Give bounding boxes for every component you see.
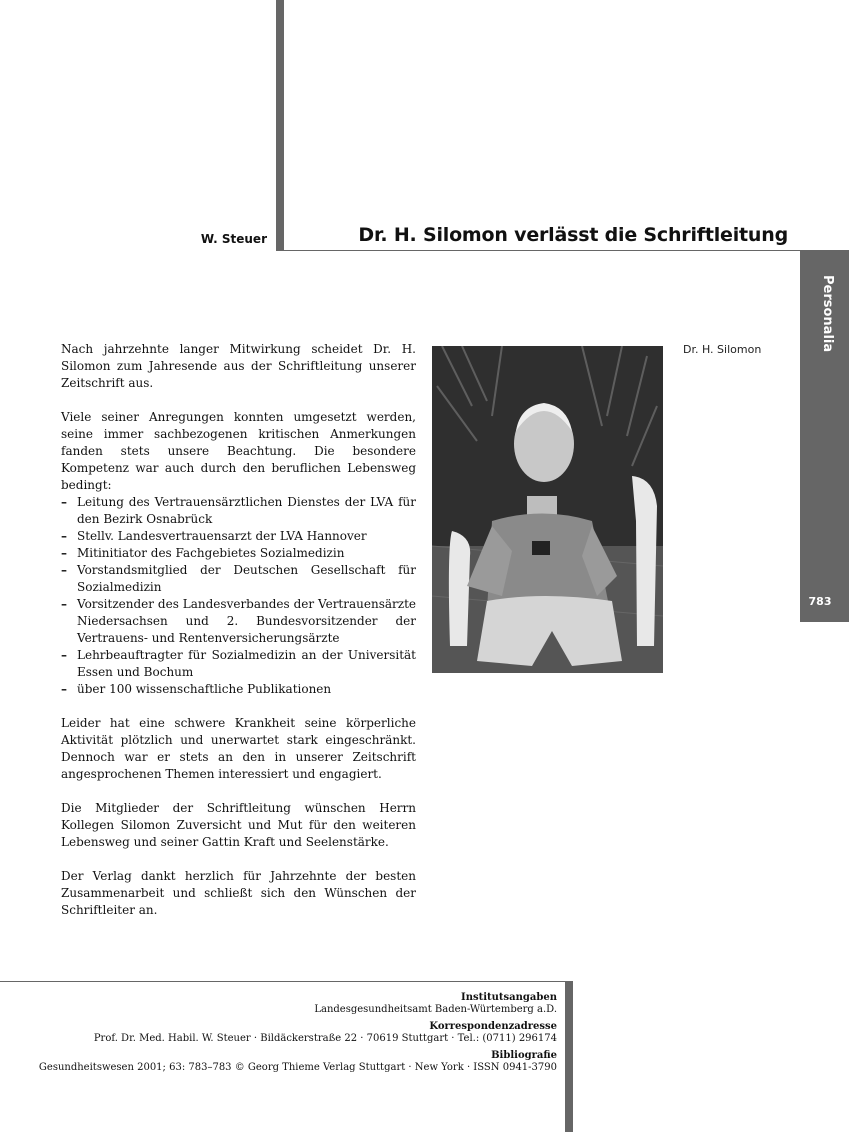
list-item-text: Mitinitiator des Fachgebietes Sozialmedizin [77, 546, 345, 560]
list-bullet: – [61, 495, 67, 509]
article-body [61, 341, 416, 936]
institute-heading: Institutsangaben [461, 992, 557, 1003]
article-title: Dr. H. Silomon verlässt die Schriftleitung [358, 224, 788, 246]
paragraph: Viele seiner Anregungen konnten umgesetzt werden, seine immer sachbezogenen kritischen Anmerkungen fanden stets unsere Beachtung. Die besondere Kompetenz war auch durch den beruflichen Lebensweg bedingt: [61, 410, 416, 492]
bibliography-text: Gesundheitswesen 2001; 63: 783–783 © Georg Thieme Verlag Stuttgart · New York · ISSN 0941-3790 [38, 1062, 557, 1073]
article-author: W. Steuer [200, 232, 267, 246]
correspondence-text: Prof. Dr. Med. Habil. W. Steuer · Bildäckerstraße 22 · 70619 Stuttgart · Tel.: (0711) 296174 [93, 1033, 557, 1044]
correspondence-block [37, 1021, 557, 1045]
list-item-text: Stellv. Landesvertrauensarzt der LVA Hannover [77, 529, 367, 543]
institute-text: Landesgesundheitsamt Baden-Würtemberg a.D. [314, 1004, 557, 1015]
list-item [61, 545, 416, 562]
section-label: Personalia [820, 275, 835, 353]
page-number: 783 [808, 595, 832, 608]
footer-rule [0, 981, 566, 982]
career-list [61, 494, 416, 698]
list-item [61, 681, 416, 698]
paragraph: Die Mitglieder der Schriftleitung wünschen Herrn Kollegen Silomon Zuversicht und Mut für den weiteren Lebensweg und seiner Gattin Kraft und Seelenstärke. [61, 801, 416, 849]
header-vertical-bar [276, 0, 284, 251]
list-bullet: – [61, 597, 67, 611]
correspondence-heading: Korrespondenzadresse [429, 1021, 557, 1032]
list-item [61, 596, 416, 647]
list-item [61, 528, 416, 545]
list-bullet: – [61, 529, 67, 543]
header-rule [276, 250, 849, 251]
paragraph: Leider hat eine schwere Krankheit seine körperliche Aktivität plötzlich und unerwartet stark eingeschränkt. Dennoch war er stets an den in unserer Zeitschrift angesprochenen Themen interessiert und engagiert. [61, 716, 416, 781]
photo-caption: Dr. H. Silomon [683, 343, 762, 356]
footer-vertical-bar [565, 981, 573, 1132]
list-item-text: Vorsitzender des Landesverbandes der Vertrauensärzte Niedersachsen und 2. Bundesvorsitzender der Vertrauens- und Rentenversicherungsärzte [77, 597, 416, 645]
list-item-text: Vorstandsmitglied der Deutschen Gesellschaft für Sozialmedizin [77, 563, 416, 594]
list-bullet: – [61, 682, 67, 696]
list-item-text: Leitung des Vertrauensärztlichen Dienstes der LVA für den Bezirk Osnabrück [77, 495, 416, 526]
paragraph: Der Verlag dankt herzlich für Jahrzehnte der besten Zusammenarbeit und schließt sich den Wünschen der Schriftleiter an. [61, 869, 416, 917]
list-item-text: Lehrbeauftragter für Sozialmedizin an der Universität Essen und Bochum [77, 648, 416, 679]
institute-block [37, 992, 557, 1016]
bibliography-heading: Bibliografie [491, 1050, 557, 1061]
list-bullet: – [61, 563, 67, 577]
list-item [61, 647, 416, 681]
list-item [61, 562, 416, 596]
list-item-text: über 100 wissenschaftliche Publikationen [77, 682, 332, 696]
article-footer [37, 992, 557, 1079]
portrait-illustration [432, 346, 663, 673]
list-bullet: – [61, 648, 67, 662]
bibliography-block [37, 1050, 557, 1074]
paragraph: Nach jahrzehnte langer Mitwirkung scheidet Dr. H. Silomon zum Jahresende aus der Schriftleitung unserer Zeitschrift aus. [61, 342, 416, 390]
list-item [61, 494, 416, 528]
portrait-photo [432, 346, 663, 673]
list-bullet: – [61, 546, 67, 560]
